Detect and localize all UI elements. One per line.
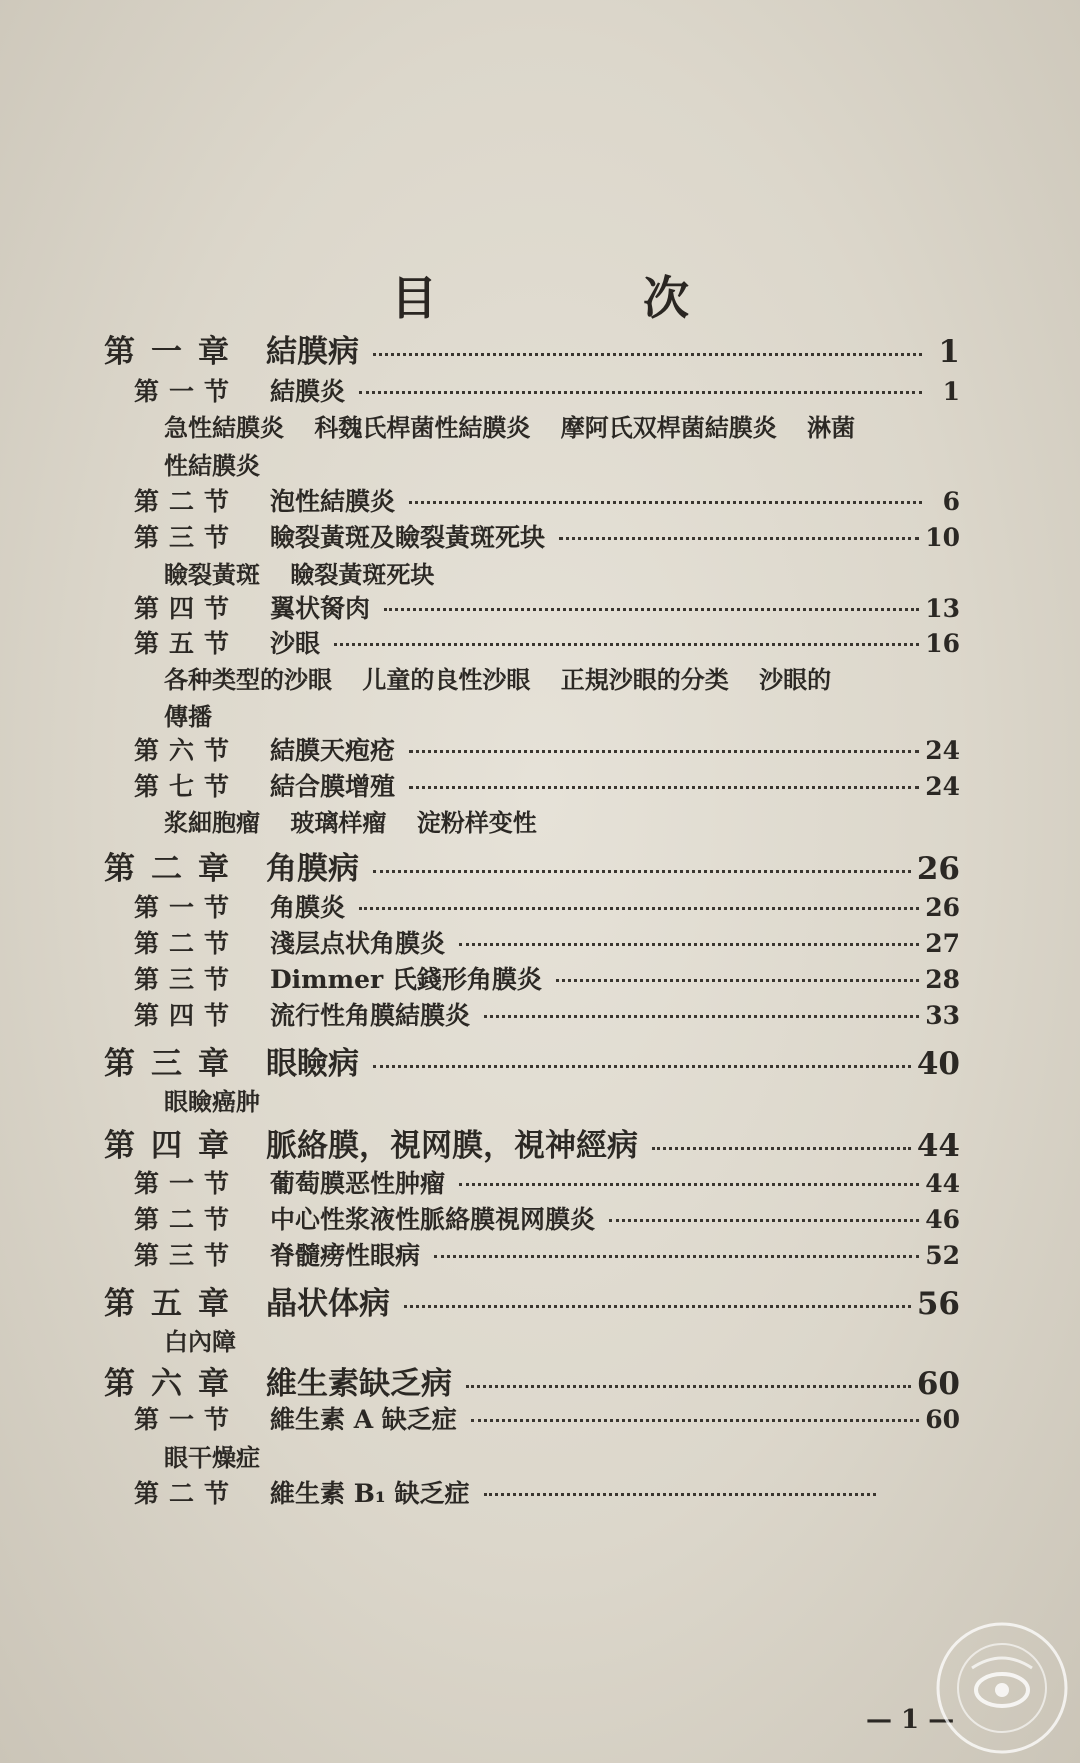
section-name: 維生素 B₁ 缺乏症 [270,1479,470,1508]
page-number: 24 [925,736,960,765]
page-number: 1 [938,334,960,370]
toc-section [134,372,960,408]
toc-section [134,1236,960,1272]
dot-leader [556,979,919,982]
dot-leader [471,1419,919,1422]
dot-leader [409,501,922,504]
page-number: 26 [925,893,960,922]
toc-section [134,996,960,1032]
chapter-label: 第四章 [104,1128,245,1164]
section-name: 泡性結膜炎 [270,487,396,516]
section-label: 第五节 [134,629,240,658]
page-number: 16 [925,629,960,658]
section-name: 角膜炎 [270,893,346,922]
section-label: 第一节 [134,1405,240,1434]
chapter-label: 第一章 [104,334,245,370]
section-name: 結膜炎 [270,377,346,406]
page-number: 56 [916,1286,960,1322]
chapter-name: 脈絡膜，視网膜，視神經病 [266,1128,638,1164]
subtopic-line: 急性結膜炎 科魏氏桿菌性結膜炎 摩阿氏双桿菌結膜炎 淋菌 [164,413,856,442]
chapter-name: 維生素缺乏病 [266,1366,452,1402]
page-number: 1 [942,377,960,406]
toc-chapter [104,326,960,371]
section-label: 第一节 [134,377,240,406]
section-name: 沙眼 [270,629,321,658]
section-name: 流行性角膜結膜炎 [270,1001,471,1030]
section-label: 第一节 [134,893,240,922]
chapter-name: 結膜病 [266,334,359,370]
subtopic-line: 傳播 [164,702,212,731]
subtopic-line: 性結膜炎 [164,451,260,480]
chapter-label: 第六章 [104,1366,245,1402]
page-number: 27 [925,929,960,958]
dot-leader [409,786,919,789]
page-number: 44 [916,1128,960,1164]
dot-leader [373,1065,911,1068]
page-number: 33 [925,1001,960,1030]
subtopic-line: 白內障 [164,1327,236,1356]
section-name: 維生素 A 缺乏症 [270,1405,457,1434]
page-number: 44 [925,1169,960,1198]
toc-chapter [104,1120,960,1165]
page-number: 13 [925,594,960,623]
section-label: 第一节 [134,1169,240,1198]
section-name: 葡萄膜恶性肿瘤 [270,1169,446,1198]
subtopic-line: 瞼裂黃斑 瞼裂黃斑死块 [164,560,435,589]
section-name: 瞼裂黃斑及瞼裂黃斑死块 [270,523,546,552]
toc-section [134,731,960,767]
page-number: 52 [925,1241,960,1270]
dot-leader [459,943,919,946]
toc-section [134,767,960,803]
dot-leader [652,1147,911,1150]
section-label: 第二节 [134,487,240,516]
dot-leader [359,391,922,394]
page-number: 60 [925,1405,960,1434]
toc-section [134,1400,960,1436]
section-label: 第四节 [134,594,240,623]
chapter-label: 第二章 [104,851,245,887]
section-name: 結膜天疱疮 [270,736,396,765]
chapter-name: 眼瞼病 [266,1046,359,1082]
section-label: 第六节 [134,736,240,765]
page-number: 28 [925,965,960,994]
page-title: 目 次 [391,271,769,325]
page-number: 24 [925,772,960,801]
dot-leader [373,353,922,356]
toc-section [134,1200,960,1236]
page-number: 40 [916,1046,960,1082]
dot-leader [466,1385,911,1388]
page-number: 6 [942,487,960,516]
dot-leader [459,1183,919,1186]
toc-section [134,924,960,960]
section-name: 結合膜增殖 [270,772,396,801]
section-label: 第二节 [134,929,240,958]
section-name: 淺层点状角膜炎 [270,929,446,958]
toc-section [134,589,960,625]
museum-seal-watermark [932,1618,1072,1758]
chapter-name: 角膜病 [266,851,359,887]
dot-leader [404,1305,911,1308]
section-name: Dimmer 氏錢形角膜炎 [270,965,542,994]
dot-leader [409,750,919,753]
section-name: 中心性浆液性脈絡膜視网膜炎 [270,1205,596,1234]
toc-chapter [104,1358,960,1403]
dot-leader [373,870,911,873]
dot-leader [359,907,919,910]
chapter-label: 第三章 [104,1046,245,1082]
dot-leader [484,1493,877,1496]
toc-section [134,482,960,518]
subtopic-line: 眼干燥症 [164,1443,260,1472]
chapter-name: 晶状体病 [266,1286,390,1322]
page-number: 10 [925,523,960,552]
toc-section [134,888,960,924]
section-label: 第二节 [134,1205,240,1234]
toc-section [134,518,960,554]
section-name: 脊髓痨性眼病 [270,1241,421,1270]
page-folio: — 1 — [866,1705,955,1735]
subtopic-line: 浆細胞瘤 玻璃样瘤 淀粉样变性 [164,808,537,837]
toc-section [134,960,960,996]
dot-leader [434,1255,919,1258]
section-label: 第二节 [134,1479,240,1508]
section-label: 第三节 [134,1241,240,1270]
dot-leader [484,1015,919,1018]
section-label: 第三节 [134,965,240,994]
toc-section [134,1164,960,1200]
section-label: 第三节 [134,523,240,552]
toc-chapter [104,1278,960,1323]
page-number: 46 [925,1205,960,1234]
subtopic-line: 各种类型的沙眼 儿童的良性沙眼 正規沙眼的分类 沙眼的 [164,665,832,694]
toc-section [134,624,960,660]
section-name: 翼状胬肉 [270,594,371,623]
dot-leader [559,537,919,540]
dot-leader [609,1219,919,1222]
page-number: 26 [916,851,960,887]
chapter-label: 第五章 [104,1286,245,1322]
toc-chapter [104,843,960,888]
subtopic-line: 眼瞼癌肿 [164,1087,260,1116]
page-number: 60 [916,1366,960,1402]
dot-leader [334,643,919,646]
section-label: 第四节 [134,1001,240,1030]
dot-leader [384,608,919,611]
section-label: 第七节 [134,772,240,801]
toc-section [134,1474,914,1510]
toc-chapter [104,1038,960,1083]
